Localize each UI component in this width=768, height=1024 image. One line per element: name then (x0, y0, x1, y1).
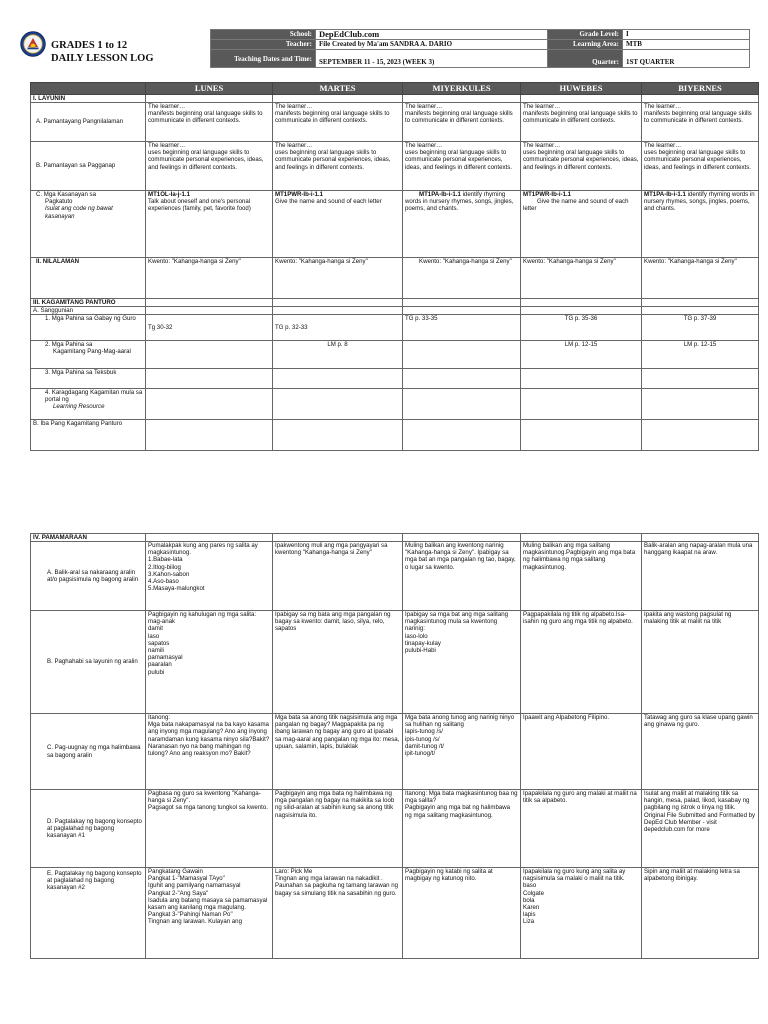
table-cell (521, 191, 642, 258)
table-cell (403, 191, 521, 258)
days-header-row (31, 83, 759, 95)
row-label: B. Paghahabi sa layunin ng aralin (31, 611, 146, 714)
table-cell: Kwento: "Kahanga-hanga si Zeny" (146, 258, 273, 299)
table-cell (642, 191, 759, 258)
table-cell: The learner… manifests beginning oral language skills to communicate in different contexts. (403, 103, 521, 142)
table-cell: Pagpapakilala ng titik ng alpabeto.Isa-isahin ng guro ang mga titik ng alpabeto. (521, 611, 642, 714)
table-cell (146, 341, 273, 369)
table-row (31, 714, 759, 790)
table-row (31, 542, 759, 611)
header (18, 29, 758, 73)
table-cell: Muling balikan ang kwentong narinig "Kahanga-hanga si Zeny". Ipabigay sa mga bat an mga pangalan ng tao, bagay, o lugar sa kwento. (403, 542, 521, 611)
table-cell: Pangkatang Gawain Pangkat 1-"Mamasyal TAyo" Iguhit ang pamilyang namamasyal Pangkat 2-"Ang Saya" Isadula ang batang masaya sa pamamasyal kasam ang kanilang mga magulang. Pangkat 3-"Pahingi Naman Po" Tingnan ang larawan. Kulayan ang (146, 868, 273, 959)
teacher-label: Teacher: (211, 40, 316, 50)
table-cell: The learner… manifests beginning oral language skills to communicate in different contexts. (273, 103, 403, 142)
table-row (31, 103, 759, 142)
row-label-line: C. Mga Kasanayan sa (36, 191, 96, 198)
competency-code: MT1PA-Ib-i-1.1 (644, 191, 686, 198)
table-cell: Mga bata sa anong titik nagsisimula ang mga pangalan ng bagay? Magpapakita pa ng ibang larawan ng bagay ang guro at ipasabi sa mag-aaral ang pangalan ng mga ito: mesa, upuan, salamin, lapis, bulaklak (273, 714, 403, 790)
table-cell: LM p. 12-15 (642, 341, 759, 369)
competency-code: MT1PWR-Ib-i-1.1 (523, 191, 572, 198)
row-label: 1. Mga Pahina sa Gabay ng Guro (31, 315, 146, 341)
table-cell: Isulat ang maliit at malaking titik sa hangin, mesa, palad, likod, kasabay ng pagbilang ng istrok o linya ng titik. Original File Submitted and Formatted by DepEd Club Member - visit depedclub.com for more (642, 790, 759, 868)
row-label-line: Kagamitang Pang-Mag-aaral (53, 348, 131, 356)
table-cell: Pumalakpak kung ang pares ng salita ay magkasintunog. 1.Babae-lata 2.Itlog-biilog 3.Kahon-sabon 4.Aso-baso 5.Masaya-malungkot (146, 542, 273, 611)
quarter-label: Quarter: (548, 50, 623, 68)
section-row (31, 534, 759, 542)
table-cell: LM p. 12-15 (521, 341, 642, 369)
table-cell: Tg 30-32 (146, 315, 273, 341)
row-label-line: Pagkatuto (45, 198, 73, 206)
blank-header-cell (31, 83, 146, 95)
title-line-1: GRADES 1 to 12 (51, 40, 128, 51)
section-layunin: I. LAYUNIN (31, 95, 146, 103)
table-cell: LM p. 8 (273, 341, 403, 369)
day-header: MARTES (273, 83, 403, 95)
section-row (31, 299, 759, 307)
school-label: School: (211, 30, 316, 40)
row-label: A. Balik-aral sa nakaraang aralin at/o pagsisimula ng bagong aralin (31, 542, 146, 611)
row-label: D. Pagtalakay ng bagong konsepto at paglalahad ng bagong kasanayan #1 (31, 790, 146, 868)
teacher-value: File Created by Ma'am SANDRA A. DARIO (316, 40, 548, 50)
day-header: MIYERKULES (403, 83, 521, 95)
teaching-dates-label: Teaching Dates and Time: (211, 50, 316, 68)
row-label-note: Isulat ang code ng bawat kasanayan (45, 205, 113, 220)
table-cell: Ipapakilala ng guro kung ang salita ay nagsisimula sa malaki o maliit na titik. baso Colgate bola Karen lapis Liza (521, 868, 642, 959)
section-row (31, 95, 759, 103)
row-label (31, 389, 146, 420)
table-cell: The learner… manifests beginning oral language skills to communicate in different contexts. (642, 103, 759, 142)
table-cell: Ipabigay sa mg bata ang mga pangalan ng bagay sa kwento: damit, laso, silya, relo, sapatos (273, 611, 403, 714)
lesson-table-part-1 (30, 82, 759, 451)
day-header: LUNES (146, 83, 273, 95)
table-cell: Sipin ang maliit at malaking letra sa alpabetong ibinigay. (642, 868, 759, 959)
table-row (31, 611, 759, 714)
table-cell: Pagbigayin ng kahulugan ng mga salita: mag-anak damit laso sapatos namili pamamasyal paaralan pulubi (146, 611, 273, 714)
table-cell: TG p. 35-36 (521, 315, 642, 341)
learning-area-label: Learning Area: (548, 40, 623, 50)
table-cell: The learner… uses beginning oral language skills to communicate personal experiences, ideas, and feelings in different contexts. (521, 142, 642, 191)
table-cell: The learner… manifests beginning oral language skills to communicate in different contexts. (146, 103, 273, 142)
table-row (31, 420, 759, 451)
row-label (31, 191, 146, 258)
table-row (31, 142, 759, 191)
row-label: E. Pagtalakay ng bagong konsepto at paglalahad ng bagong kasanayan #2 (31, 868, 146, 959)
row-label: A. Pamantayang Pangnilalaman (31, 103, 146, 142)
competency-code: MT1OL-Ia-j-1.1 (148, 191, 190, 198)
table-cell: Ipabigay sa mga bat ang mga salitang magkasintunog mula sa kwentong narinig: laso-lolo tinapay-kulay pulubi-Habi (403, 611, 521, 714)
competency-text: identify rhyming words in nursery rhymes, songs, jingles, poems, and chants. (644, 191, 755, 213)
row-label-line: 4. Karagdagang Kagamitan mula sa portal ng (45, 389, 143, 404)
table-row (31, 307, 759, 315)
table-cell: TG p. 37-39 (642, 315, 759, 341)
table-cell: Kwento: "Kahanga-hanga si Zeny" (273, 258, 403, 299)
row-label-line: 2. Mga Pahina sa (45, 341, 93, 348)
table-cell: TG p. 33-35 (403, 315, 521, 341)
table-cell: The learner… uses beginning oral language skills to communicate personal experiences, ideas, and feelings in different contexts. (146, 142, 273, 191)
day-header: BIYERNES (642, 83, 759, 95)
table-cell: The learner… uses beginning oral language skills to communicate personal experiences, ideas, and feelings in different contexts. (642, 142, 759, 191)
table-cell: Pagbigayin ng katabi ng salita at magbigay ng katunog nito. (403, 868, 521, 959)
teaching-dates-value: SEPTEMBER 11 - 15, 2023 (WEEK 3) (316, 50, 548, 68)
competency-code: MT1PA-Ib-i-1.1 (419, 191, 461, 198)
row-label: 3. Mga Pahina sa Teksbuk (31, 369, 146, 389)
competency-text: Give the name and sound of each letter (523, 198, 629, 213)
row-label (31, 341, 146, 369)
table-cell: Ipaawit ang Alpabetong Filipino. (521, 714, 642, 790)
table-cell: Itanong: Mga bata magkasintunog baa ng mga salita? Pagbigayin ang mga bat ng halimbawa ng mga salitang magkasintunog. (403, 790, 521, 868)
section-pamamaraan: IV. PAMAMARAAN (31, 534, 146, 542)
table-cell: Kwento: "Kahanga-hanga si Zeny" (403, 258, 521, 299)
table-row (31, 341, 759, 369)
table-cell (273, 191, 403, 258)
row-label: B. Pamantayan sa Pagganap (31, 142, 146, 191)
table-cell: Mga bata anong tunog ang narinig ninyo sa hulihan ng salitang lapis-tunog /s/ ipis-tunog /s/ damit-tunog /t/ ipit-tunog/t/ (403, 714, 521, 790)
quarter-value: 1ST QUARTER (623, 50, 750, 68)
table-cell: Laro: Pick Me Tingnan ang mga larawan na nakadikit . Paunahan sa pagkuha ng tamang larawan ng bagay sa simulang titik na sasabihin ng guro. (273, 868, 403, 959)
row-label: C. Pag-uugnay ng mga halimbawa sa bagong aralin (31, 714, 146, 790)
table-row (31, 258, 759, 299)
table-cell: Kwento: "Kahanga-hanga si Zeny" (521, 258, 642, 299)
grade-level-value: I (623, 30, 750, 40)
table-cell: Ipakita ang wastong pagsulat ng malaking titik at maliit na titik (642, 611, 759, 714)
competency-text: identify rhyming words in nursery rhymes, songs, jingles, poems, and chants. (405, 191, 514, 213)
table-row (31, 868, 759, 959)
dll-title (51, 40, 154, 65)
table-cell: Muling balikan ang mga salitang magkasintunog.Pagbigayin ang mga bata ng halimbawa ng mga salitang magkasintunog. (521, 542, 642, 611)
competency-text: Give the name and sound of each letter (275, 198, 382, 206)
school-value: DepEdClub.com (316, 30, 548, 40)
title-line-2: DAILY LESSON LOG (51, 52, 154, 64)
table-cell: Itanong: Mga bata nakapamasyal na ba kayo kasama ang inyong mga magulang? Ano ang inyong naramdaman kung kasama ninyo sila?Bakit?Naranasan nyo na bang mahingan ng tulong? Ano ang reaksyon mo? Bakit? (146, 714, 273, 790)
table-cell: TG p. 32-33 (273, 315, 403, 341)
table-cell: The learner… uses beginning oral language skills to communicate personal experiences, ideas, and feelings in different contexts. (403, 142, 521, 191)
table-cell: Kwento: "Kahanga-hanga si Zeny" (642, 258, 759, 299)
table-cell: The learner… uses beginning oral language skills to communicate personal experiences, ideas, and feelings in different contexts. (273, 142, 403, 191)
table-row (31, 191, 759, 258)
table-cell: Ipapakilala ng guro ang malaki at maliit na titik sa alpabeto. (521, 790, 642, 868)
table-row (31, 790, 759, 868)
day-header: HUWEBES (521, 83, 642, 95)
deped-seal-icon (20, 31, 46, 57)
table-cell: Balik-aralan ang napag-aralan mula una hanggang ikaapat na araw. (642, 542, 759, 611)
lesson-table-part-2 (30, 533, 759, 959)
row-label: B. Iba Pang Kagamitang Panturo (31, 420, 146, 451)
row-label-line: Learning Resource (53, 403, 105, 411)
learning-area-value: MTB (623, 40, 750, 50)
table-row (31, 315, 759, 341)
table-cell: Tatawag ang guro sa klase upang gawin ang ginawa ng guro. (642, 714, 759, 790)
table-cell (403, 341, 521, 369)
table-cell (146, 191, 273, 258)
section-kagamitan: III. KAGAMITANG PANTURO (31, 299, 146, 307)
table-row (31, 389, 759, 420)
table-cell: Ipakwentong muli ang mga pangyayari sa kwentong "Kahanga-hanga si Zeny" (273, 542, 403, 611)
header-info-grid (210, 29, 750, 68)
table-cell: Pagbasa ng guro sa kwentong "Kahanga-hanga si Zeny". Pagsagot sa mga tanong tungkol sa kwento. (146, 790, 273, 868)
grade-level-label: Grade Level: (548, 30, 623, 40)
competency-text: Talk about oneself and one's personal experiences (family, pet, favorite food) (148, 198, 251, 213)
competency-code: MT1PWR-Ib-i-1.1 (275, 191, 324, 198)
row-label: A. Sanggunian (31, 307, 146, 315)
table-row (31, 369, 759, 389)
table-cell: The learner… manifests beginning oral language skills to communicate in different contexts. (521, 103, 642, 142)
table-cell: Pagbigayin ang mga bata ng halimbawa ng mga pangalan ng bagay na makikita sa loob ng silid-aralan at sabihin kung sa anong titik nagsisimula ito. (273, 790, 403, 868)
section-nilalaman: II. NILALAMAN (31, 258, 146, 299)
